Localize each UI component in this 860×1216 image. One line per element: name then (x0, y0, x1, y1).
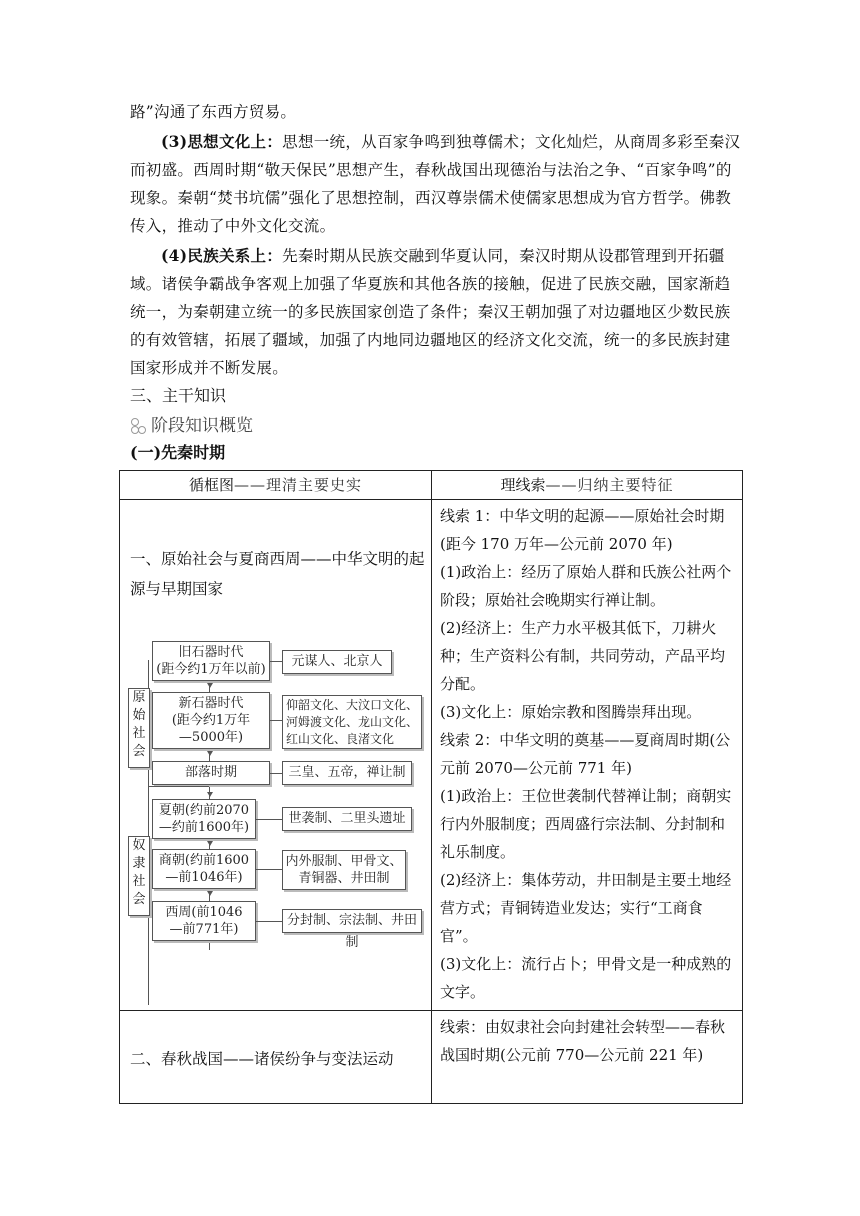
table-row (120, 500, 743, 1011)
paragraph-2-lead: (3)思想文化上： (161, 132, 283, 151)
clue-2-economy: (2)经济上：集体劳动，井田制是主要土地经营方式；青铜铸造业发达；实行“工商食官”。 (440, 871, 732, 945)
paragraph-2 (130, 128, 742, 240)
paragraph-1 (130, 98, 742, 126)
stage-box-neolithic: 新石器时代 (距今约1万年 —5000年) (152, 692, 270, 749)
stage-box-xia: 夏朝(约前2070 —约前1600年) (152, 799, 256, 839)
overview-title: 阶段知识概览 (151, 416, 253, 436)
stage-box-shang: 商朝(约前1600 —前1046年) (152, 849, 256, 889)
detail-box-neolithic: 仰韶文化、大汶口文化、 河姆渡文化、龙山文化、 红山文化、良渚文化 (282, 695, 422, 749)
group-label-slave (128, 836, 150, 916)
period-title: (一)先秦时期 (130, 443, 226, 462)
group-label-slave-text: 奴隶社会 (132, 838, 146, 907)
stage-box-western-zhou: 西周(前1046 —前771年) (152, 901, 256, 941)
row1-left-cell (120, 500, 432, 1011)
table-row (120, 1011, 743, 1104)
detail-box-xia: 世袭制、二里头遗址 (282, 807, 412, 831)
col1-header: 循框图——理清主要史实 (120, 471, 432, 500)
detail-box-tribal: 三皇、五帝，禅让制 (282, 761, 412, 785)
clue-2-culture: (3)文化上：流行占卜；甲骨文是一种成熟的文字。 (440, 955, 732, 1001)
row2-clue: 线索：由奴隶社会向封建社会转型——春秋战国时期(公元前 770—公元前 221 年) (440, 1018, 726, 1064)
clue-1-economy: (2)经济上：生产力水平极其低下，刀耕火种；生产资料公有制，共同劳动，产品平均分配。 (440, 619, 726, 693)
row2-right-cell (432, 1011, 743, 1104)
row2-left-cell (120, 1011, 432, 1104)
col2-header: 理线索——归纳主要特征 (432, 471, 743, 500)
detail-box-paleolithic: 元谋人、北京人 (282, 650, 392, 674)
row1-title: 一、原始社会与夏商西周——中华文明的起源与早期国家 (130, 550, 425, 598)
row1-right-cell (432, 500, 743, 1011)
clue-2-title: 线索 2：中华文明的奠基——夏商周时期(公元前 2070—公元前 771 年) (440, 731, 731, 777)
clue-1-politics: (1)政治上：经历了原始人群和氏族公社两个阶段；原始社会晚期实行禅让制。 (440, 563, 732, 609)
overview-heading (130, 412, 253, 440)
clue-1-culture: (3)文化上：原始宗教和图腾崇拜出现。 (440, 703, 702, 721)
clue-1-title: 线索 1：中华文明的起源——原始社会时期(距今 170 万年—公元前 2070 年) (440, 507, 725, 553)
detail-box-shang: 内外服制、甲骨文、 青铜器、井田制 (282, 850, 406, 890)
paragraph-3-lead: (4)民族关系上： (161, 246, 283, 265)
detail-box-western-zhou: 分封制、宗法制、井田制 (282, 909, 422, 933)
group-label-primitive (128, 688, 150, 768)
overview-icon (130, 417, 148, 435)
row2-title: 二、春秋战国——诸侯纷争与变法运动 (130, 1050, 394, 1068)
overview-table (119, 470, 743, 1104)
paragraph-3 (130, 242, 742, 382)
section-heading: 三、主干知识 (130, 386, 227, 405)
table-header-row (120, 471, 743, 500)
paragraph-2-text: 思想一统，从百家争鸣到独尊儒术；文化灿烂，从商周多彩至秦汉而初盛。西周时期“敬天保民”思想产生，春秋战国出现德治与法治之争、“百家争鸣”的现象。秦朝“焚书坑儒”强化了思想控制，西汉尊崇儒术使儒家思想成为官方哲学。佛教传入，推动了中外文化交流。 (130, 133, 741, 235)
stage-box-paleolithic: 旧石器时代 (距今约1万年以前) (152, 641, 270, 681)
paragraph-3-text: 先秦时期从民族交融到华夏认同，秦汉时期从设郡管理到开拓疆域。诸侯争霸战争客观上加强了华夏族和其他各族的接触，促进了民族交融，国家渐趋统一，为秦朝建立统一的多民族国家创造了条件；秦汉王朝加强了对边疆地区少数民族的有效管辖，拓展了疆域，加强了内地同边疆地区的经济文化交流，统一的多民族封建国家形成并不断发展。 (130, 247, 731, 377)
stage-box-tribal: 部落时期 (152, 761, 270, 785)
group-label-primitive-text: 原始社会 (132, 690, 146, 759)
clue-2-politics: (1)政治上：王位世袭制代替禅让制；商朝实行内外服制度；西周盛行宗法制、分封制和礼乐制度。 (440, 787, 732, 861)
paragraph-1-text: 路”沟通了东西方贸易。 (130, 103, 297, 121)
